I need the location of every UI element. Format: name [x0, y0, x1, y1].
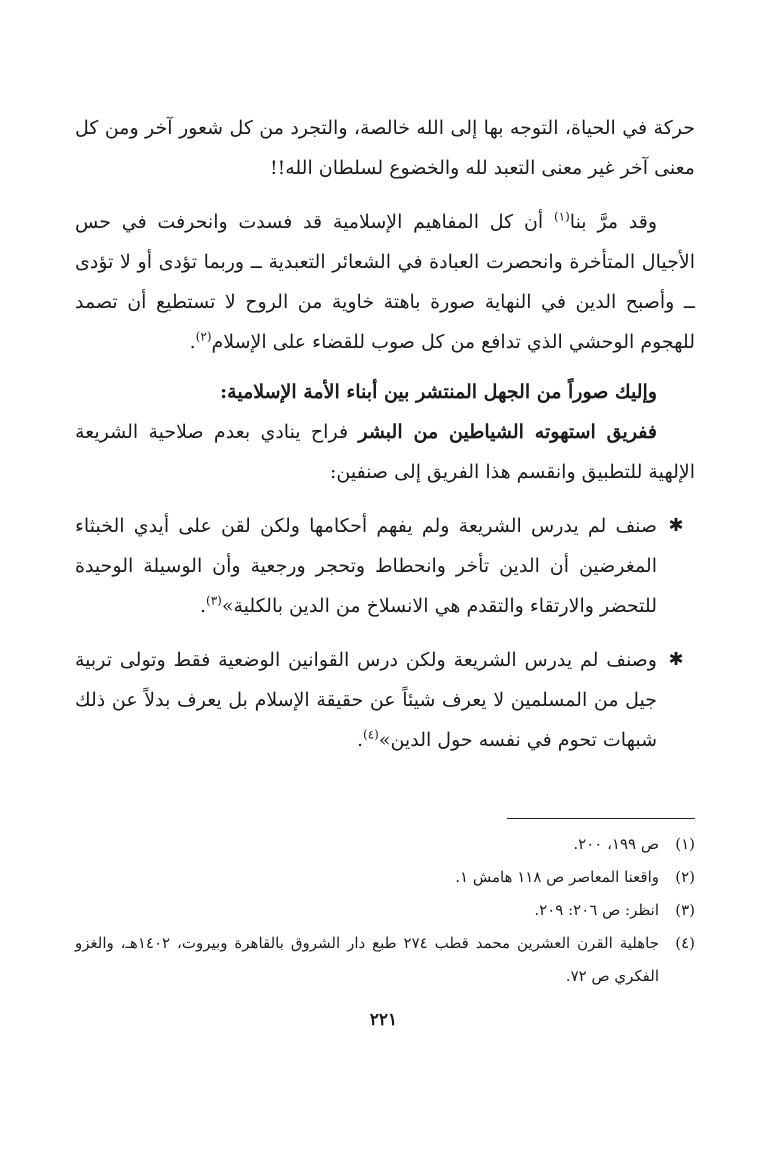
footnote-number: (٣) — [675, 901, 695, 919]
footnote-text: جاهلية القرن العشرين محمد قطب ٢٧٤ طبع دار الشروق بالقاهرة وبيروت، ١٤٠٢هـ، والغزو الفكري ص ٧٢. — [75, 934, 660, 985]
bullet-item-2-text — [75, 640, 657, 760]
bullet-item-1-body: صنف لم يدرس الشريعة ولم يفهم أحكامها ولكن لقن على أيدي الخبثاء المغرضين أن الدين تأخر وانحطاط وتحجر ورجعية وأن الوسيلة الوحيدة للتحضر والارتقاء والتقدم هي الانسلاخ من الدين بالكلية» — [75, 515, 657, 617]
footnote-text: انظر: ص ٢٠٦: ٢٠٩. — [534, 901, 659, 919]
paragraph-2-part-b: أن كل المفاهيم الإسلامية قد فسدت وانحرفت في حس الأجيال المتأخرة وانحصرت العبادة في الشعائر التعبدية ــ وربما تؤدى أو لا تؤدى ــ وأصبح الدين في النهاية صورة باهتة خاوية من الروح لا تستطيع أن تصمد للهجوم الوحشي الذي تدافع من كل صوب للقضاء على الإسلام — [75, 211, 695, 353]
paragraph-2-part-a: وقد مرَّ بنا — [569, 211, 658, 233]
bullet-item-1-end: . — [199, 595, 206, 617]
paragraph-3-rest: فراح ينادي بعدم صلاحية الشريعة الإلهية للتطبيق وانقسم هذا الفريق إلى صنفين: — [75, 421, 695, 483]
footnote-2 — [75, 861, 695, 894]
bullet-item-2-end: . — [356, 729, 364, 751]
asterisk-bullet-icon: ✱ — [668, 649, 684, 670]
paragraph-3 — [75, 412, 695, 492]
footnote-ref-2: (٢) — [195, 329, 212, 344]
footnote-separator — [507, 818, 695, 819]
section-heading: وإليك صوراً من الجهل المنتشر بين أبناء الأمة الإسلامية: — [220, 381, 657, 403]
bullet-item-2-body: وصنف لم يدرس الشريعة ولكن درس القوانين الوضعية فقط وتولى تربية جيل من المسلمين لا يعرف شيئاً عن حقيقة الإسلام بل يعرف بدلاً عن ذلك شبهات تحوم في نفسه حول الدين» — [75, 649, 657, 751]
bullet-item-2 — [75, 640, 695, 760]
bullet-item-1-text — [75, 506, 657, 626]
paragraph-2-end: . — [189, 331, 196, 353]
footnote-3 — [75, 894, 695, 927]
footnote-1 — [75, 828, 695, 861]
paragraph-3-bold-lead: ففريق استهوته الشياطين من البشر — [358, 421, 657, 443]
footnote-number: (١) — [675, 835, 695, 853]
footnote-4 — [75, 927, 695, 993]
footnote-number: (٤) — [675, 934, 695, 952]
footnote-number: (٢) — [675, 868, 695, 886]
footnote-ref-4: (٤) — [363, 727, 379, 742]
asterisk-bullet-icon: ✱ — [668, 515, 684, 536]
page-number: ٢٢١ — [369, 1010, 398, 1030]
footnote-ref-1: (١) — [553, 209, 570, 224]
bullet-item-1 — [75, 506, 695, 626]
footnote-ref-3: (٣) — [206, 593, 222, 608]
paragraph-1: حركة في الحياة، التوجه بها إلى الله خالصة، والتجرد من كل شعور آخر ومن كل معنى آخر غير معنى التعبد لله والخضوع لسلطان الله!! — [75, 117, 695, 179]
page-body — [75, 108, 695, 760]
footnotes — [75, 828, 695, 993]
footnote-text: واقعنا المعاصر ص ١١٨ هامش ١. — [455, 868, 659, 886]
paragraph-2 — [75, 202, 695, 362]
footnote-text: ص ١٩٩، ٢٠٠. — [573, 835, 659, 853]
